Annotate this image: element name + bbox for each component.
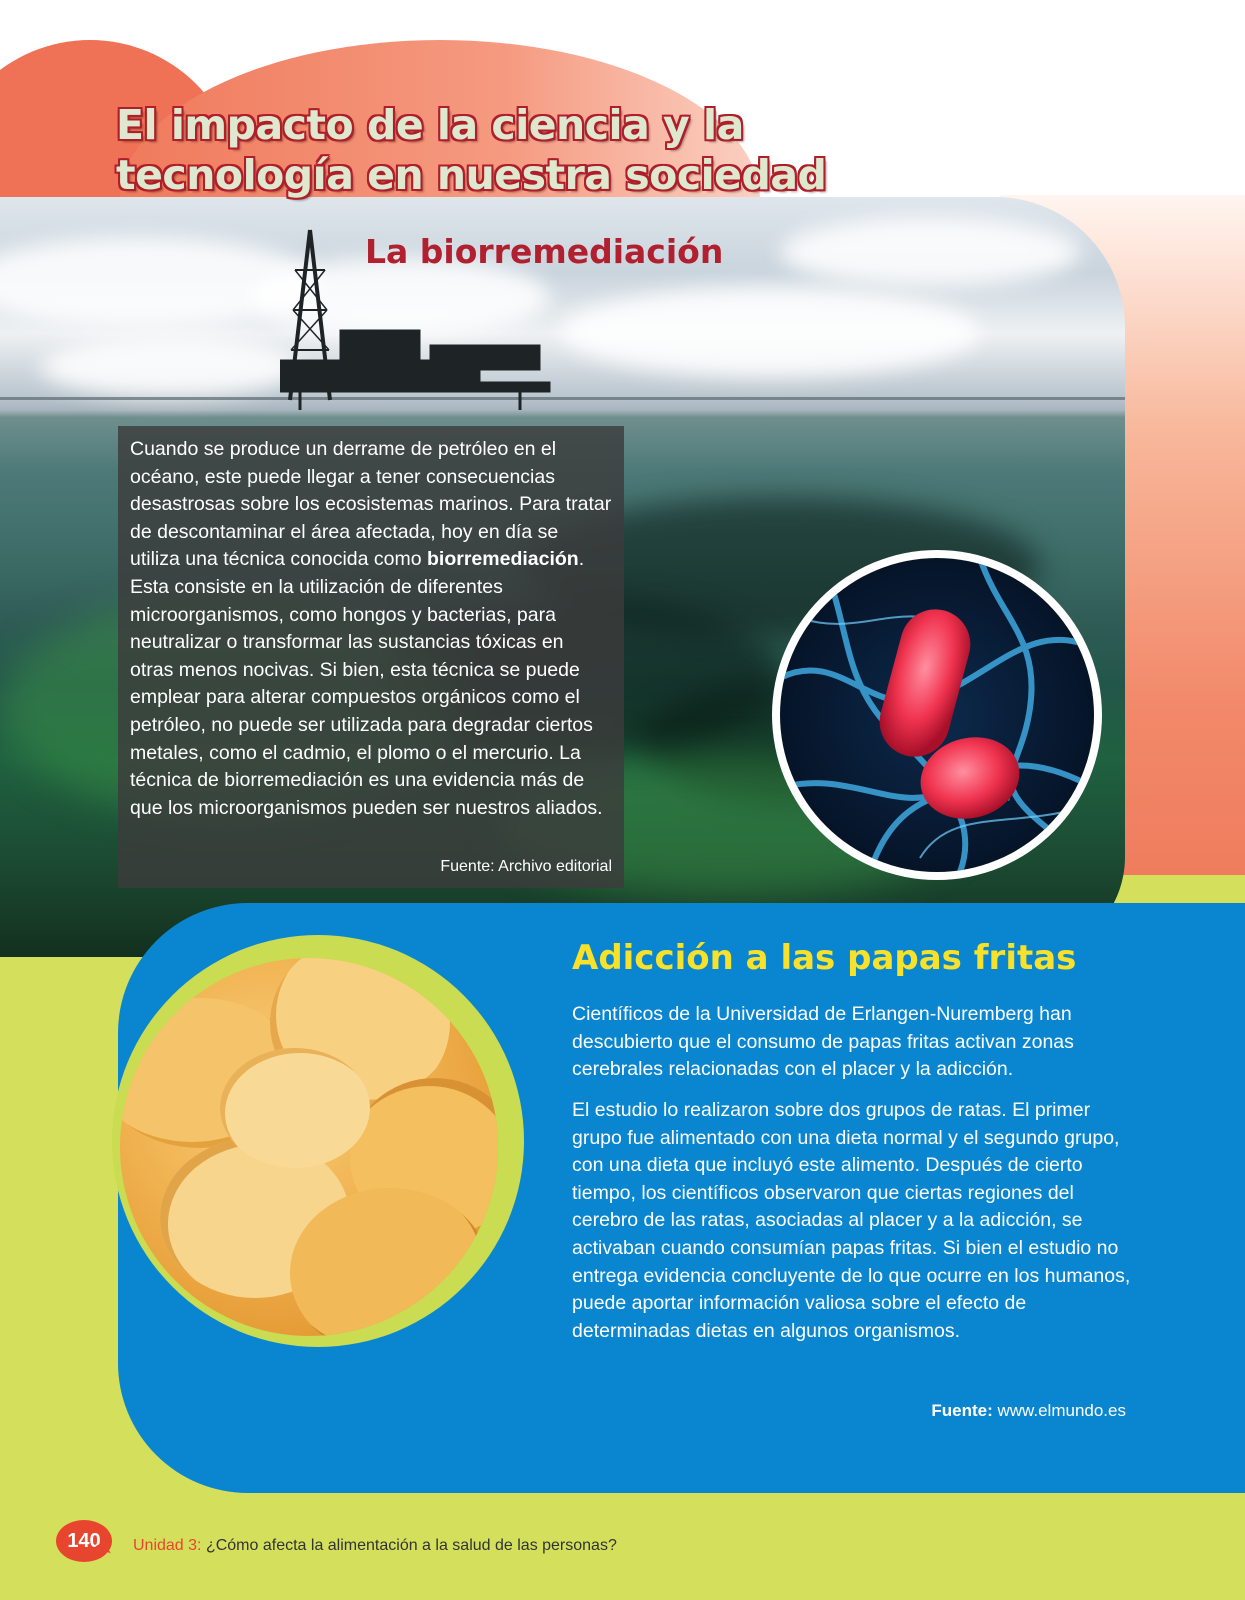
bacteria-icon — [780, 558, 1094, 872]
bacteria-micrograph — [772, 550, 1102, 880]
bold-term: biorremediación — [427, 548, 579, 571]
source-value: www.elmundo.es — [997, 1401, 1126, 1420]
paragraph-text: . Esta consiste en la utilización de diferentes microorganismos, como hongos y bacterias, para neutralizar o transformar las sustancias tóxicas en otras menos nocivas. Si bien, esta técnica se puede emplear para alterar compuestos orgánicos como el petróleo, no puede ser utilizada para degradar ciertos metales, como el cadmio, el plomo o el mercurio. La técnica de biorremediación es una evidencia más de que los microorganismos pueden ser nuestros aliados. — [130, 548, 603, 819]
paragraph-text: Cuando se produce un derrame de petróleo en el océano, este puede llegar a tener consecuencias desastrosas sobre los ecosistemas marinos. Para tratar de descontaminar el área afectada, hoy en día se utiliza una técnica conocida como — [130, 438, 612, 571]
source-label: Fuente: — [931, 1401, 993, 1420]
source-caption — [572, 1401, 1126, 1421]
footer-unit-label: Unidad 3: — [133, 1537, 202, 1554]
papas-fritas-paragraph-1: Científicos de la Universidad de Erlangen-Nuremberg han descubierto que el consumo de papas fritas activan zonas cerebrales relacionadas con el placer y la adicción. — [572, 1003, 1074, 1081]
biorremediacion-text-box — [118, 426, 624, 888]
section-title-papas-fritas: Adicción a las papas fritas — [572, 938, 1077, 978]
biorremediacion-paragraph — [130, 436, 612, 822]
section-title-biorremediacion: La biorremediación — [365, 232, 724, 271]
papas-fritas-paragraph-2: El estudio lo realizaron sobre dos grupos de ratas. El primer grupo fue alimentado con una dieta normal y el segundo grupo, con una dieta que incluyó este alimento. Después de cierto tiempo, los científicos observaron que ciertas regiones del cerebro de las ratas, asociadas al placer y a la adicción, se activaban cuando consumían papas fritas. Si bien el estudio no entrega evidencia concluyente de lo que ocurre en los humanos, puede aportar información valiosa sobre el efecto de determinadas dietas en algunos organismos. — [572, 1099, 1131, 1342]
page-title: El impacto de la ciencia y la tecnología en nuestra sociedad — [116, 101, 827, 199]
footer-unit-question: ¿Cómo afecta la alimentación a la salud de las personas? — [205, 1537, 617, 1554]
page-number-badge: 140 — [56, 1520, 112, 1562]
source-caption: Fuente: Archivo editorial — [440, 858, 612, 875]
footer-unit-line — [133, 1537, 617, 1555]
potato-chips-photo — [120, 958, 498, 1336]
